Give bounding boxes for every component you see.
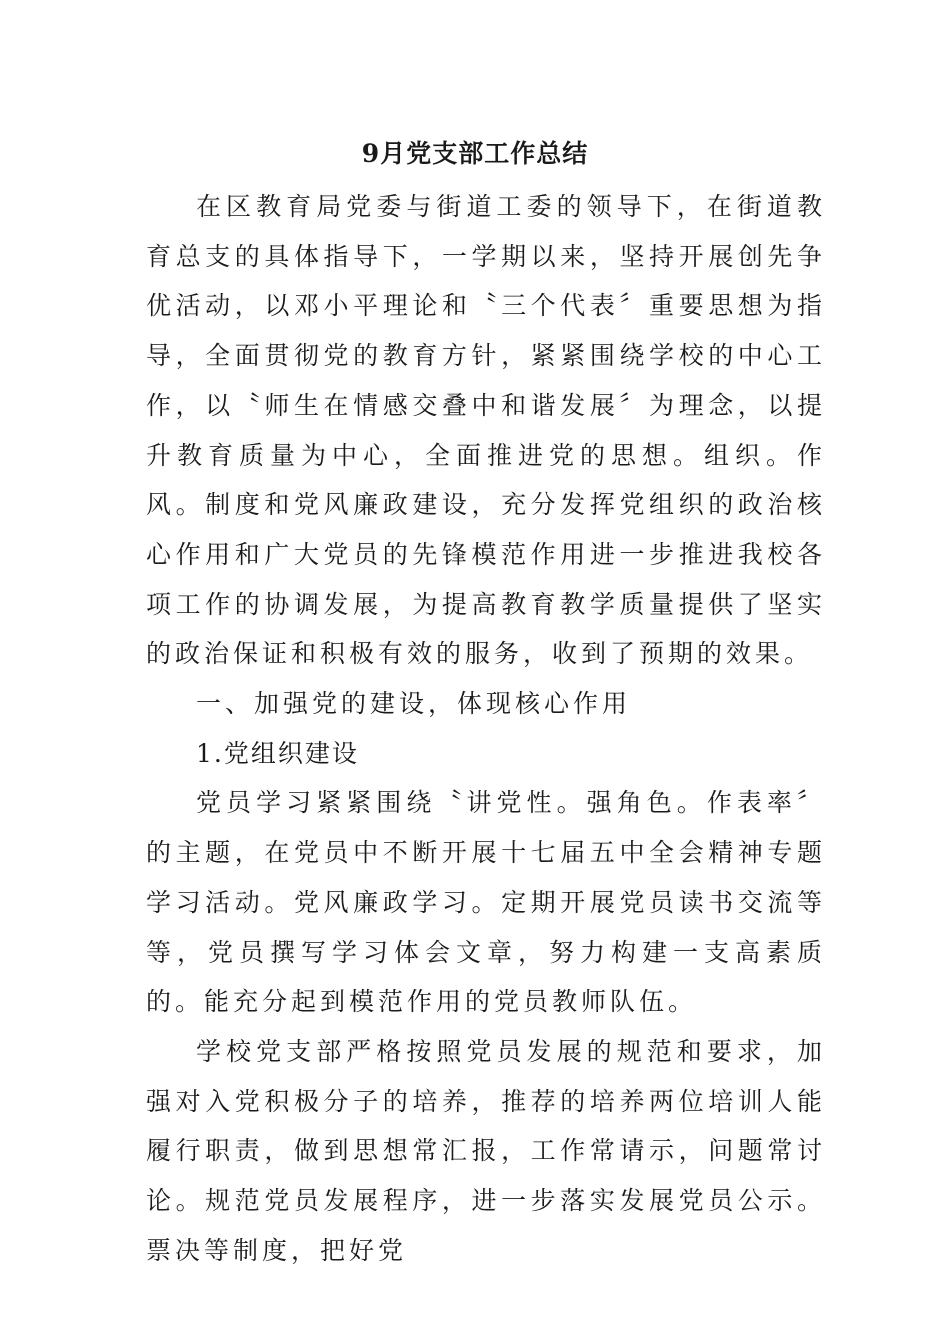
document-title: 9月党支部工作总结: [361, 139, 589, 168]
section-heading: 一、加强党的建设，体现核心作用: [196, 689, 632, 719]
paragraph-intro: 在区教育局党委与街道工委的领导下，在街道教育总支的具体指导下，一学期以来，坚持开展创先争优活动，以邓小平理论和〝三个代表〞重要思想为指导，全面贯彻党的教育方针，紧紧围绕学校的中心工作，以〝师生在情感交叠中和谐发展〞为理念，以提升教育质量为中心，全面推进党的思想。组织。作风。制度和党风廉政建设，充分发挥党组织的政治核心作用和广大党员的先锋模范作用进一步推进我校各项工作的协调发展，为提高教育教学质量提供了坚实的政治保证和积极有效的服务，收到了预期的效果。: [146, 192, 826, 669]
subsection-heading: 1.党组织建设: [196, 738, 359, 768]
document-body: [146, 182, 826, 1275]
paragraph-party-development: 学校党支部严格按照党员发展的规范和要求，加强对入党积极分子的培养，推荐的培养两位培训人能履行职责，做到思想常汇报，工作常请示，问题常讨论。规范党员发展程序，进一步落实发展党员公示。票决等制度，把好党: [146, 1036, 826, 1265]
paragraph-party-study: 党员学习紧紧围绕〝讲党性。强角色。作表率〞的主题，在党员中不断开展十七届五中全会精神专题学习活动。党风廉政学习。定期开展党员读书交流等等，党员撰写学习体会文章，努力构建一支高素质的。能充分起到模范作用的党员教师队伍。: [146, 788, 826, 1017]
